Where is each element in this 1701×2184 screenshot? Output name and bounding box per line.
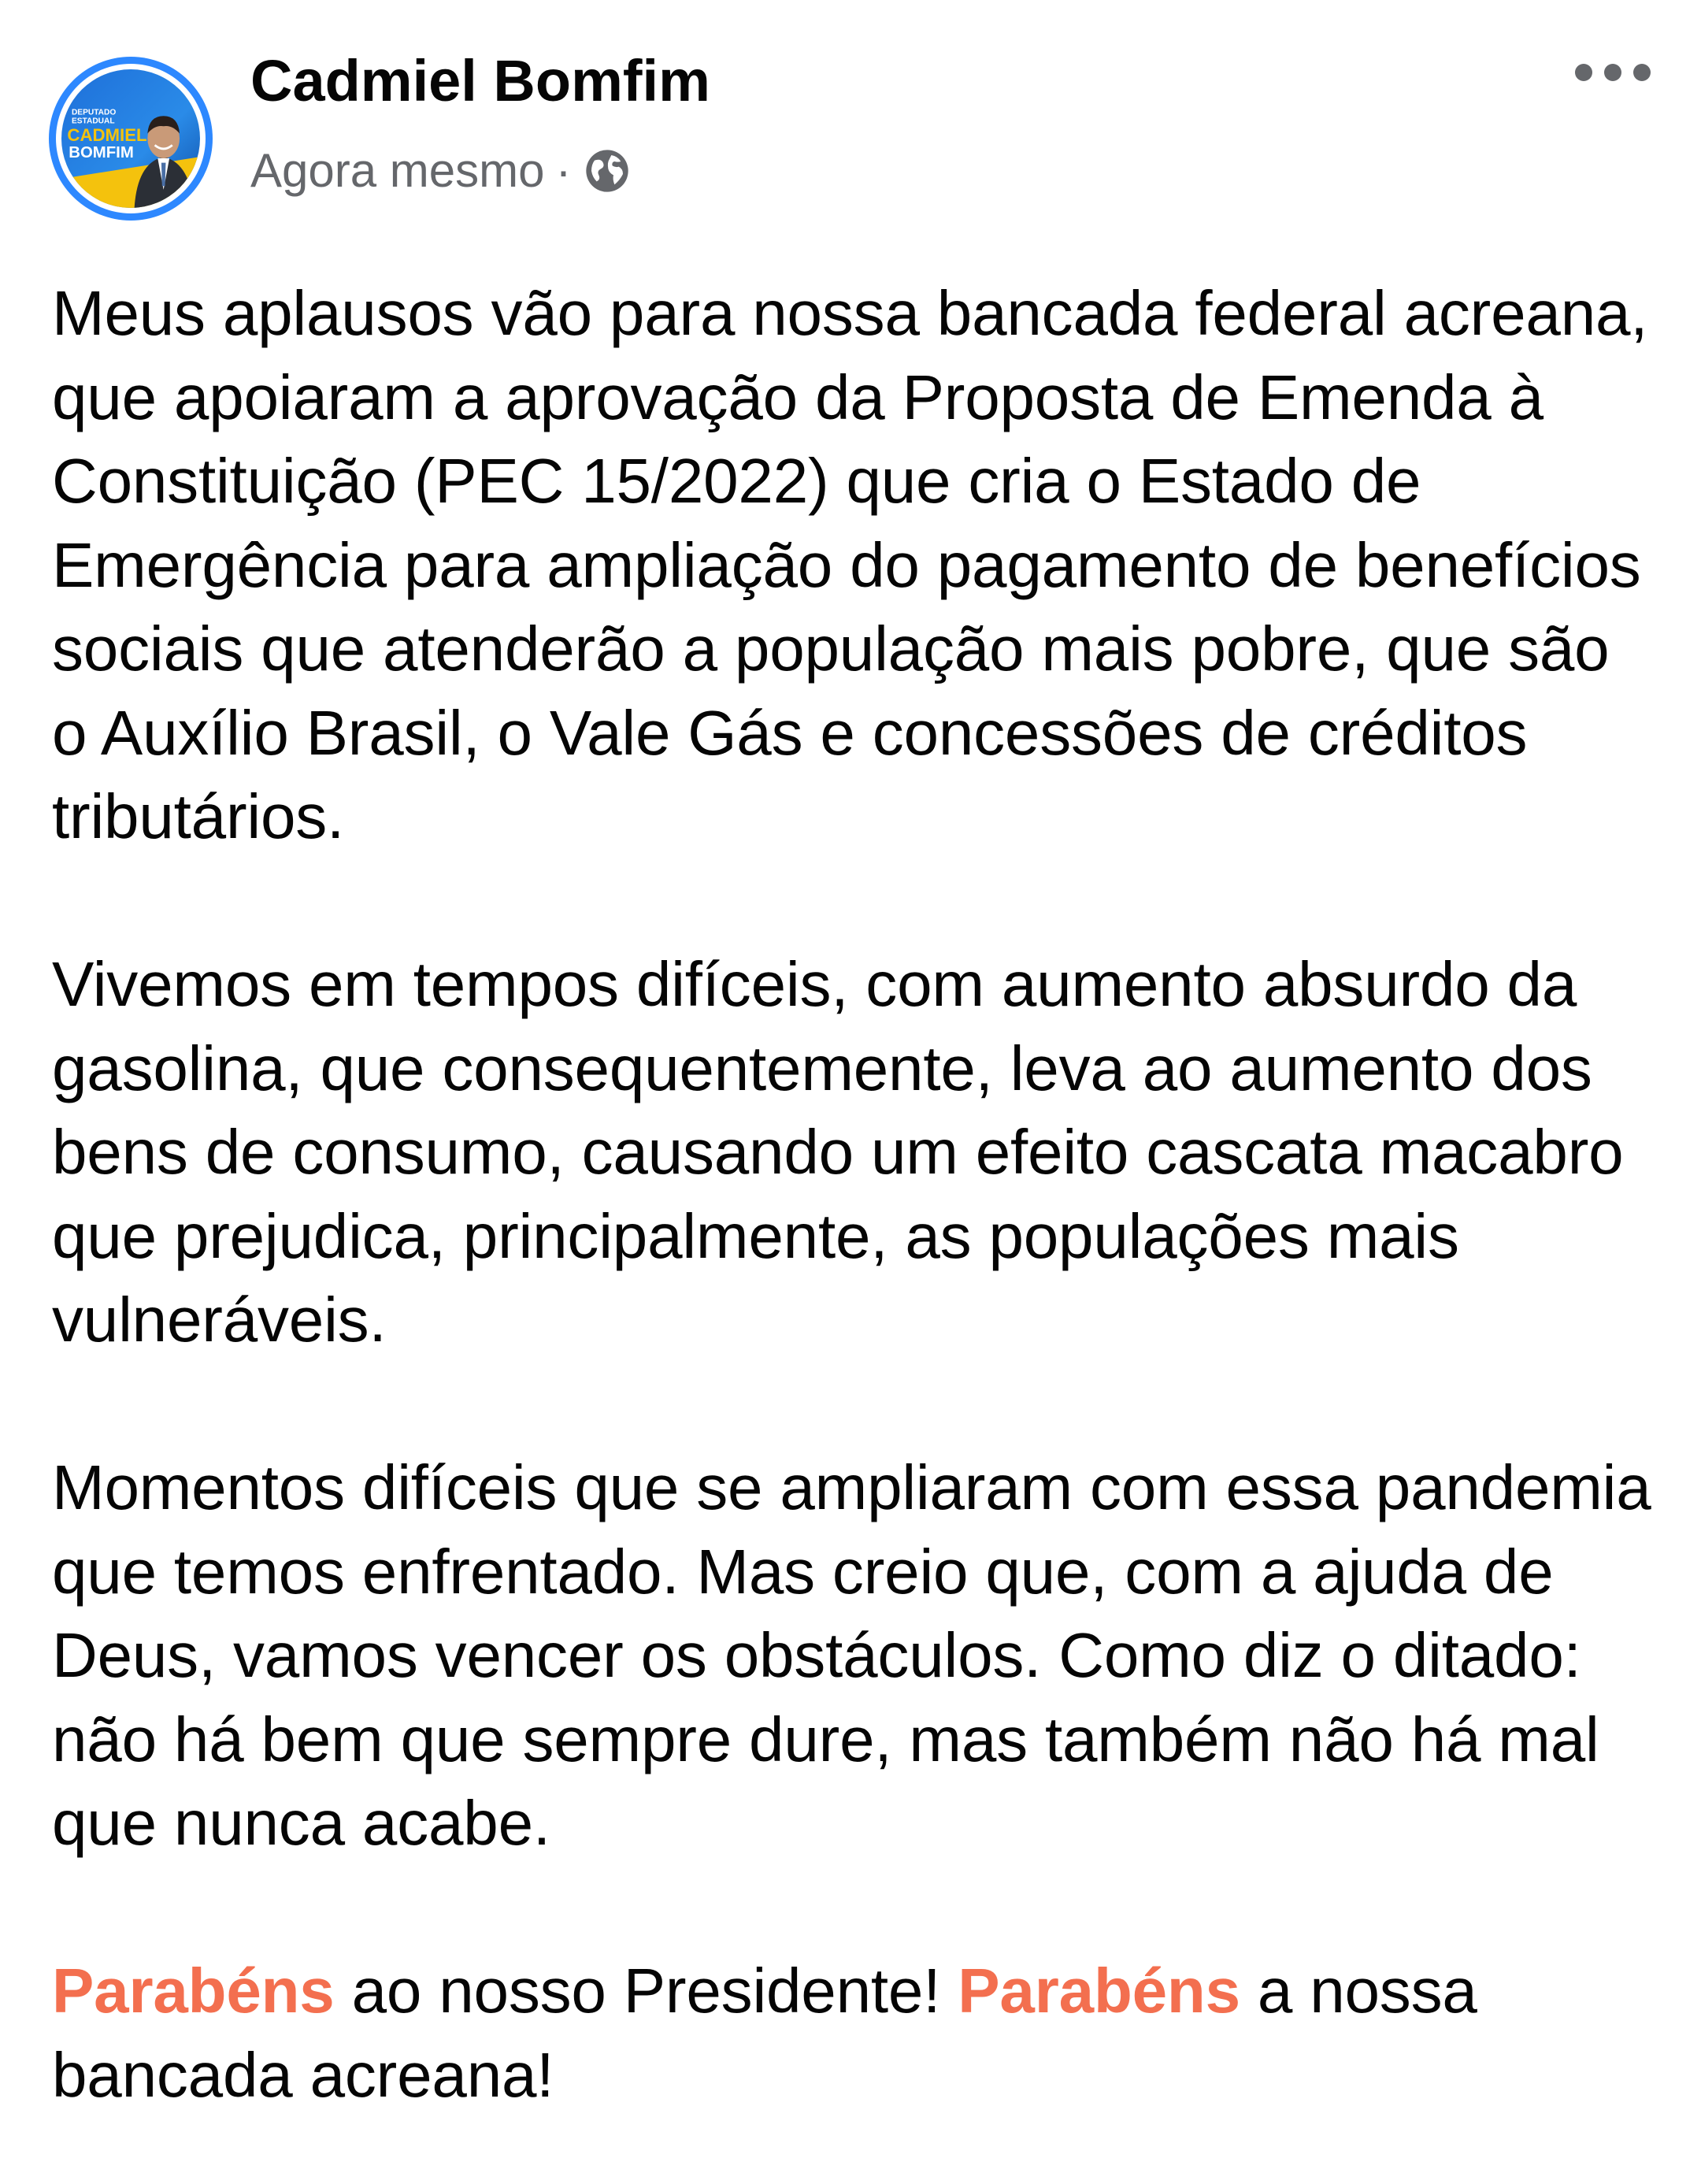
- svg-text:DEPUTADO: DEPUTADO: [71, 108, 117, 117]
- post-closing: [52, 1949, 1658, 2117]
- author-avatar[interactable]: [49, 57, 213, 221]
- more-options-dot: [1575, 64, 1592, 81]
- post-paragraph-1: Meus aplausos vão para nossa bancada federal acreana, que apoiaram a aprovação da Proposta de Emenda à Constituição (PEC 15/2022) que cria o Estado de Emergência para ampliação do pagamento de benefícios sociais que atenderão a população mais pobre, que são o Auxílio Brasil, o Vale Gás e concessões de créditos tributários.: [52, 278, 1648, 851]
- more-options-button[interactable]: [1575, 49, 1651, 96]
- post-body: [52, 272, 1658, 2117]
- post-timestamp[interactable]: Agora mesmo: [250, 144, 545, 197]
- more-options-dot: [1633, 64, 1651, 81]
- globe-icon[interactable]: [582, 146, 632, 196]
- closing-text: a nossa bancada acreana!: [52, 1956, 1477, 2110]
- highlight-text: Parabéns: [52, 1956, 335, 2026]
- post-meta: [250, 143, 632, 198]
- highlight-text: Parabéns: [958, 1956, 1240, 2026]
- more-options-dot: [1604, 64, 1621, 81]
- avatar-image: [61, 69, 200, 208]
- svg-text:CADMIEL: CADMIEL: [67, 124, 147, 145]
- svg-text:ESTADUAL: ESTADUAL: [71, 117, 115, 126]
- post-paragraph-2: Vivemos em tempos difíceis, com aumento absurdo da gasolina, que consequentemente, leva ao aumento dos bens de consumo, causando um efeito cascata macabro que prejudica, principalmente, as populações mais vulneráveis.: [52, 949, 1624, 1355]
- author-name[interactable]: Cadmiel Bomfim: [250, 48, 710, 113]
- meta-separator: ·: [555, 144, 572, 197]
- post-paragraph-3: Momentos difíceis que se ampliaram com essa pandemia que temos enfrentado. Mas creio que, com a ajuda de Deus, vamos vencer os obstáculos. Como diz o ditado: não há bem que sempre dure, mas também não há mal que nunca acabe.: [52, 1452, 1651, 1858]
- closing-text: ao nosso Presidente!: [334, 1956, 958, 2026]
- svg-text:BOMFIM: BOMFIM: [69, 144, 134, 162]
